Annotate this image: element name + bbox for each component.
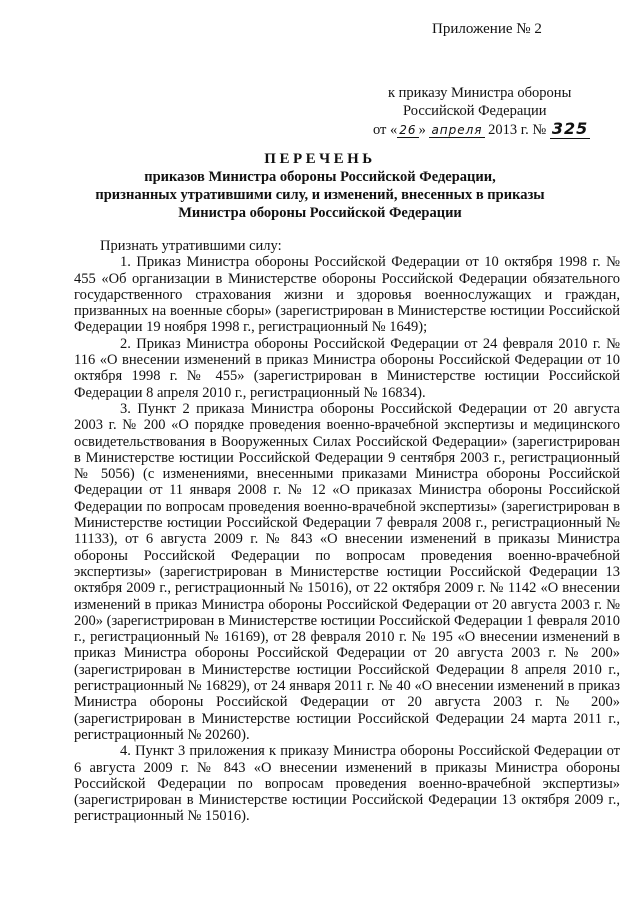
document-title: ПЕРЕЧЕНЬ xyxy=(264,151,376,167)
list-item-3: 3. Пункт 2 приказа Министра обороны Российской Федерации от 20 августа 2003 г. № 200 «О порядке проведения военно-врачебной экспертизы и медицинского освидетельствования в Вооруженных Силах Российской Федерации» (зарегистрирован в Министерстве юстиции Российской Федерации 9 сентября 2003 г., регистрационный № 5056) (с изменениями, внесенными приказами Министра обороны Российской Федерации от 11 января 2008 г. № 12 «О приказах Министра обороны Российской Федерации по вопросам проведения военно-врачебной экспертизы» (зарегистрирован в Министерстве юстиции Российской Федерации 7 февраля 2008 г., регистрационный № 11133), от 6 августа 2009 г. № 843 «О внесении изменений в приказы Министра обороны Российской Федерации по вопросам проведения военно-врачебной экспертизы» (зарегистрирован в Министерстве юстиции Российской Федерации 13 октября 2009 г., регистрационный № 15016), от 22 октября 2009 г. № 1142 «О внесении изменений в приказ Министра обороны Российской Федерации от 20 августа 2003 г. № 200» (зарегистрирован в Министерстве юстиции Российской Федерации 1 февраля 2010 г., регистрационный № 16169), от 28 февраля 2010 г. № 195 «О внесении изменений в приказ Министра обороны Российской Федерации от 20 августа 2003 г. № 200» (зарегистрирован в Министерстве юстиции Российской Федерации 8 апреля 2010 г., регистрационный № 16829), от 24 января 2011 г. № 40 «О внесении изменений в приказ Министра обороны Российской Федерации от 20 августа 2003 г. № 200» (зарегистрирован в Министерстве юстиции Российской Федерации 24 марта 2011 г., регистрационный № 20260). xyxy=(74,400,620,743)
order-reference-line-1: к приказу Министра обороны xyxy=(388,85,572,101)
intro-text: Признать утратившими силу: xyxy=(100,238,282,254)
order-date-line xyxy=(373,120,590,139)
list-item-1: 1. Приказ Министра обороны Российской Федерации от 10 октября 1998 г. № 455 «Об организации в Министерстве обороны Российской Федерации обязательного государственного страхования жизни и здоровья военнослужащих и граждан, призванных на военные сборы» (зарегистрирован в Министерстве юстиции Российской Федерации 19 ноября 1998 г., регистрационный № 1649); xyxy=(74,254,620,336)
subtitle-line-3: Министра обороны Российской Федерации xyxy=(178,205,462,221)
handwritten-order-number: 325 xyxy=(551,119,589,138)
order-reference xyxy=(373,84,590,139)
list-item-2: 2. Приказ Министра обороны Российской Федерации от 24 февраля 2010 г. № 116 «О внесении изменений в приказ Министра обороны Российской Федерации от 10 октября 1998 г. № 455» (зарегистрирован в Министерстве юстиции Российской Федерации 8 апреля 2010 г., регистрационный № 16834). xyxy=(74,335,620,401)
handwritten-month: апреля xyxy=(431,123,483,137)
subtitle-line-1: приказов Министра обороны Российской Федерации, xyxy=(144,169,496,185)
subtitle-line-2: признанных утратившими силу, и изменений, внесенных в приказы xyxy=(95,187,545,203)
handwritten-day: 26 xyxy=(399,123,417,137)
order-reference-line-2: Российской Федерации xyxy=(403,103,547,119)
document-body xyxy=(74,238,620,825)
date-prefix: от « xyxy=(373,122,398,138)
date-mid: » xyxy=(418,122,426,138)
date-year-text: 2013 г. № xyxy=(488,122,547,138)
document-subtitle xyxy=(0,168,640,222)
list-item-4: 4. Пункт 3 приложения к приказу Министра обороны Российской Федерации от 6 августа 2009 г. № 843 «О внесении изменений в приказы Министра обороны Российской Федерации по вопросам проведения военно-врачебной экспертизы» (зарегистрирован в Министерстве юстиции Российской Федерации 13 октября 2009 г., регистрационный № 15016). xyxy=(74,743,620,825)
appendix-label: Приложение № 2 xyxy=(432,21,542,37)
